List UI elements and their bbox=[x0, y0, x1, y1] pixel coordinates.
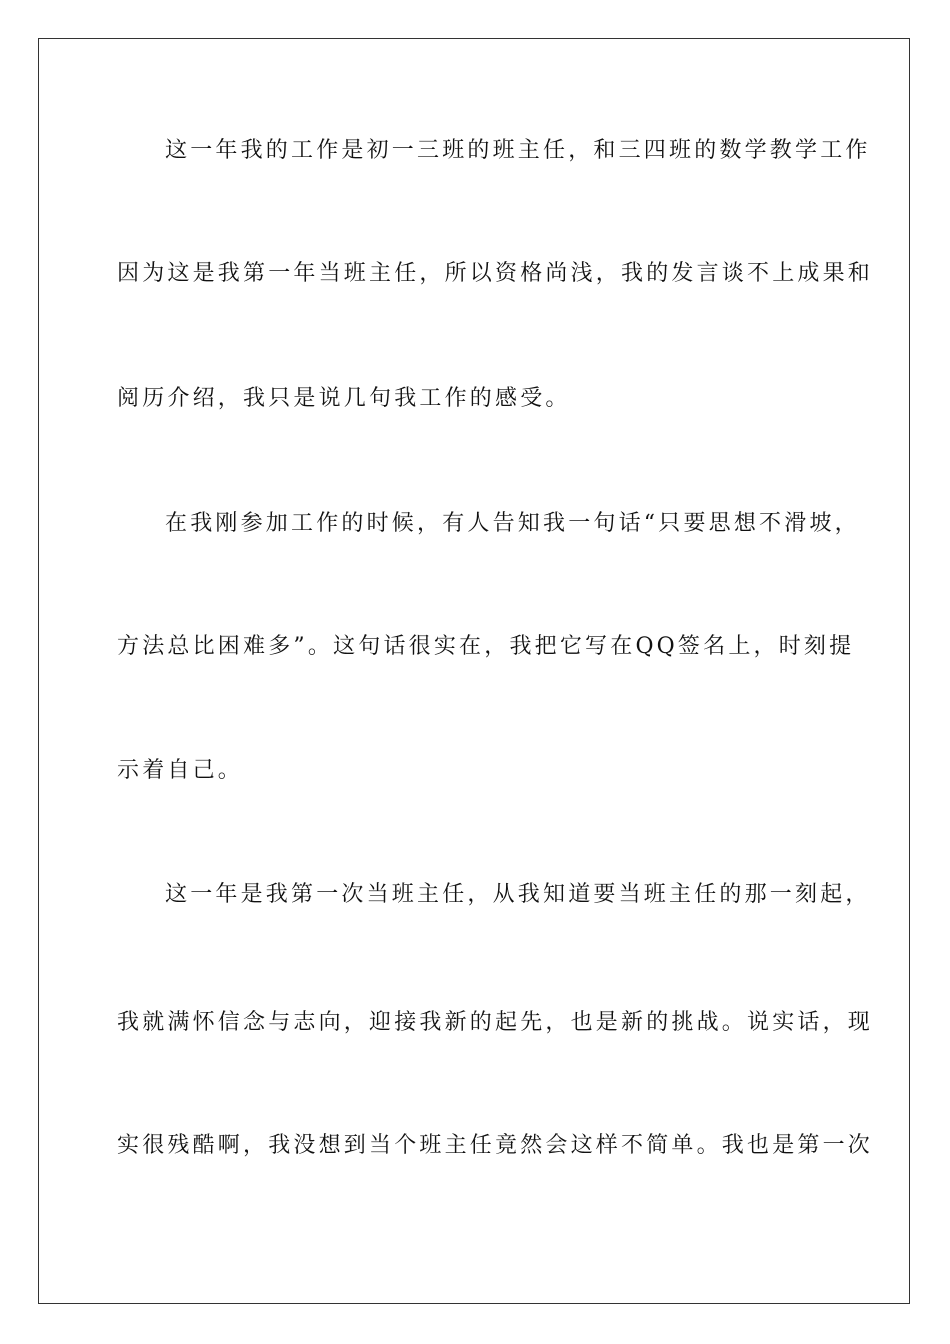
paragraph-3-line-1: 这一年是我第一次当班主任，从我知道要当班主任的那一刻起， bbox=[165, 882, 871, 907]
paragraph-3-line-2: 我就满怀信念与志向，迎接我新的起先，也是新的挑战。说实话，现 bbox=[117, 1010, 874, 1035]
paragraph-1-line-3: 阅历介绍，我只是说几句我工作的感受。 bbox=[117, 386, 571, 411]
paragraph-3-line-3: 实很残酷啊，我没想到当个班主任竟然会这样不简单。我也是第一次 bbox=[117, 1133, 874, 1158]
paragraph-2-line-2: 方法总比困难多”。这句话很实在，我把它写在QQ签名上，时刻提 bbox=[117, 634, 855, 659]
page-border bbox=[38, 38, 910, 1304]
paragraph-1-line-1: 这一年我的工作是初一三班的班主任，和三四班的数学教学工作 bbox=[165, 138, 871, 163]
paragraph-2-line-3: 示着自己。 bbox=[117, 758, 244, 783]
paragraph-1-line-2: 因为这是我第一年当班主任，所以资格尚浅，我的发言谈不上成果和 bbox=[117, 261, 874, 286]
paragraph-2-line-1: 在我刚参加工作的时候，有人告知我一句话“只要思想不滑坡， bbox=[165, 511, 860, 536]
